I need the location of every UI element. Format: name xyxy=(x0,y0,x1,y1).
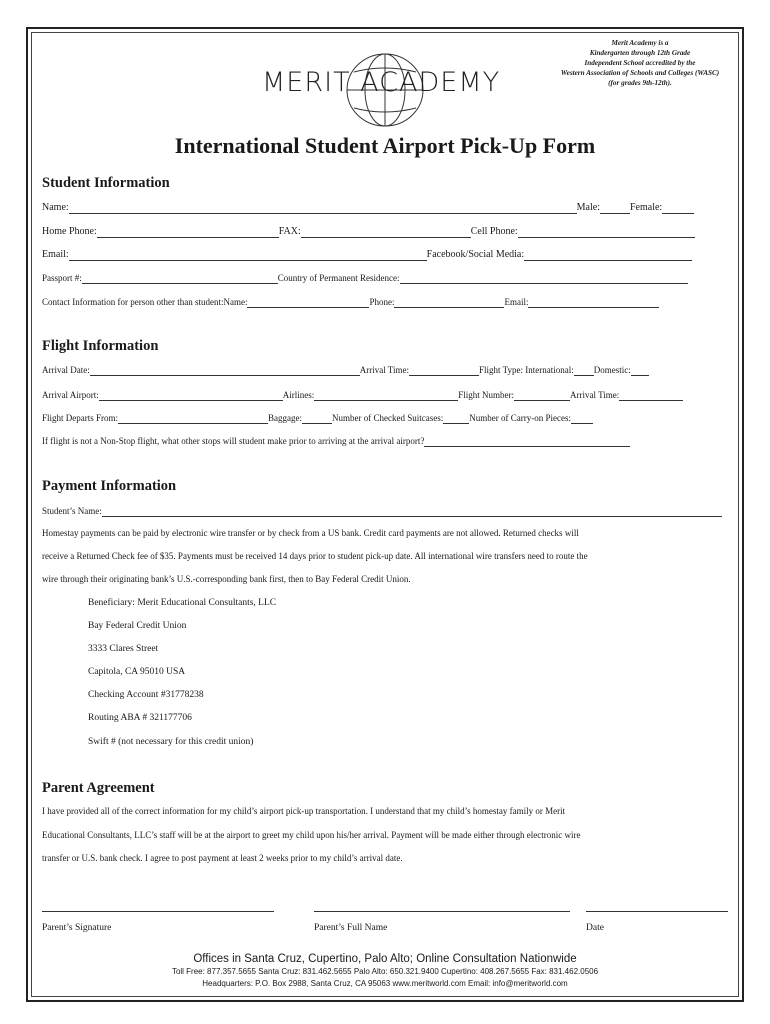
contact-email-label: Email: xyxy=(504,297,529,307)
accreditation-note xyxy=(540,38,740,88)
full-name-field[interactable] xyxy=(314,911,570,912)
agreement-paragraph-line: Educational Consultants, LLC’s staff will be at the airport to greet my child upon his/her arrival. Payment will be made either through electronic wire xyxy=(42,830,581,840)
contact-row xyxy=(42,296,659,308)
male-field[interactable] xyxy=(600,203,630,214)
student-name-row xyxy=(42,505,722,517)
arrival-date-row xyxy=(42,364,649,376)
contact-name-field[interactable] xyxy=(247,297,369,308)
student-name-label: Student’s Name: xyxy=(42,506,102,516)
parent-agreement-heading: Parent Agreement xyxy=(42,780,155,796)
airlines-label: Airlines: xyxy=(282,390,315,400)
stops-field[interactable] xyxy=(424,436,630,447)
arrival-date-label: Arrival Date: xyxy=(42,365,90,375)
payment-paragraph-line: receive a Returned Check fee of $35. Payments must be received 14 days prior to student pick-up date. All international wire transfers need to route the xyxy=(42,551,588,561)
signature-field[interactable] xyxy=(42,911,274,912)
country-field[interactable] xyxy=(400,273,688,284)
stops-label: If flight is not a Non-Stop flight, what other stops will student make prior to arriving at the arrival airport? xyxy=(42,436,425,446)
cell-phone-field[interactable] xyxy=(518,227,695,238)
email-label: Email: xyxy=(42,249,69,260)
domestic-field[interactable] xyxy=(631,365,649,376)
accreditation-line: Independent School accredited by the xyxy=(584,59,696,67)
baggage-label: Baggage: xyxy=(268,413,302,423)
checked-suitcases-label: Number of Checked Suitcases: xyxy=(332,413,444,423)
departs-row xyxy=(42,412,593,424)
form-title: International Student Airport Pick-Up Form xyxy=(174,133,596,158)
arrival-time-label: Arrival Time: xyxy=(359,365,409,375)
accreditation-line: Merit Academy is a xyxy=(611,39,669,47)
date-field[interactable] xyxy=(586,911,728,912)
arrival-date-field[interactable] xyxy=(90,365,360,376)
carry-on-label: Number of Carry-on Pieces: xyxy=(469,413,571,423)
social-media-label: Facebook/Social Media: xyxy=(426,249,525,260)
female-field[interactable] xyxy=(662,203,694,214)
departs-from-label: Flight Departs From: xyxy=(42,413,118,423)
date-label: Date xyxy=(586,923,604,933)
contact-name-label: Contact Information for person other than student:Name: xyxy=(42,297,248,307)
flight-info-heading: Flight Information xyxy=(42,338,159,354)
passport-field[interactable] xyxy=(82,273,278,284)
footer-headquarters: Headquarters: P.O. Box 2988, Santa Cruz, CA 95063 www.meritworld.com Email: info@meritworld.com xyxy=(202,979,568,988)
arrival-time-2-label: Arrival Time: xyxy=(570,390,620,400)
footer-offices: Offices in Santa Cruz, Cupertino, Palo Alto; Online Consultation Nationwide xyxy=(193,953,577,965)
name-field[interactable] xyxy=(69,203,577,214)
bank-detail: 3333 Clares Street xyxy=(88,644,159,654)
payment-paragraph-line: wire through their originating bank’s U.S.-corresponding bank first, then to Bay Federal Credit Union. xyxy=(42,574,411,584)
footer-phones: Toll Free: 877.357.5655 Santa Cruz: 831.462.5655 Palo Alto: 650.321.9400 Cupertino: 408.267.5655 Fax: 831.462.0506 xyxy=(171,967,599,976)
agreement-paragraph-line: I have provided all of the correct information for my child’s airport pick-up transportation. I understand that my child’s homestay family or Merit xyxy=(42,806,566,816)
accreditation-line: (for grades 9th-12th). xyxy=(608,79,672,87)
student-info-heading: Student Information xyxy=(42,175,170,191)
bank-detail: Bay Federal Credit Union xyxy=(88,621,187,631)
home-phone-label: Home Phone: xyxy=(42,226,97,237)
bank-detail: Beneficiary: Merit Educational Consultants, LLC xyxy=(88,598,277,608)
social-media-field[interactable] xyxy=(524,250,692,261)
baggage-field[interactable] xyxy=(302,413,332,424)
bank-detail: Routing ABA # 321177706 xyxy=(88,713,192,723)
name-label: Name: xyxy=(42,202,69,213)
flight-type-label: Flight Type: International: xyxy=(479,365,574,375)
signature-label: Parent’s Signature xyxy=(42,923,112,933)
arrival-time-2-field[interactable] xyxy=(619,390,683,401)
contact-phone-field[interactable] xyxy=(394,297,504,308)
country-label: Country of Permanent Residence: xyxy=(277,273,400,283)
name-row xyxy=(42,202,694,214)
logo-wordmark: MERIT ACADEMY xyxy=(262,67,501,98)
phone-row xyxy=(42,226,695,238)
payment-paragraph-line: Homestay payments can be paid by electronic wire transfer or by check from a US bank. Credit card payments are not allowed. Returned checks will xyxy=(42,528,579,538)
bank-detail: Swift # (not necessary for this credit union) xyxy=(88,737,254,747)
airlines-field[interactable] xyxy=(314,390,458,401)
full-name-label: Parent’s Full Name xyxy=(314,923,388,933)
bank-detail: Checking Account #31778238 xyxy=(88,690,204,700)
home-phone-field[interactable] xyxy=(97,227,279,238)
female-label: Female: xyxy=(629,202,663,213)
arrival-airport-row xyxy=(42,389,683,401)
flight-number-field[interactable] xyxy=(514,390,570,401)
carry-on-field[interactable] xyxy=(571,413,593,424)
flight-number-label: Flight Number: xyxy=(458,390,514,400)
fax-label: FAX: xyxy=(278,226,301,237)
passport-label: Passport #: xyxy=(42,273,82,283)
accreditation-line: Western Association of Schools and Colleges (WASC) xyxy=(560,69,720,77)
email-row xyxy=(42,249,692,261)
arrival-airport-field[interactable] xyxy=(99,390,283,401)
email-field[interactable] xyxy=(69,250,427,261)
cell-phone-label: Cell Phone: xyxy=(470,226,518,237)
contact-phone-label: Phone: xyxy=(369,297,395,307)
bank-detail: Capitola, CA 95010 USA xyxy=(88,667,186,677)
checked-suitcases-field[interactable] xyxy=(443,413,469,424)
accreditation-line: Kindergarten through 12th Grade xyxy=(589,49,691,57)
agreement-paragraph-line: transfer or U.S. bank check. I agree to post payment at least 2 weeks prior to my child’s arrival date. xyxy=(42,853,403,863)
international-field[interactable] xyxy=(574,365,594,376)
fax-field[interactable] xyxy=(301,227,471,238)
male-label: Male: xyxy=(576,202,600,213)
departs-from-field[interactable] xyxy=(118,413,268,424)
arrival-airport-label: Arrival Airport: xyxy=(42,390,99,400)
domestic-label: Domestic: xyxy=(593,365,631,375)
passport-row xyxy=(42,272,688,284)
stops-row xyxy=(42,435,630,447)
payment-info-heading: Payment Information xyxy=(42,478,177,494)
arrival-time-field[interactable] xyxy=(409,365,479,376)
contact-email-field[interactable] xyxy=(528,297,659,308)
student-name-field[interactable] xyxy=(102,506,722,517)
